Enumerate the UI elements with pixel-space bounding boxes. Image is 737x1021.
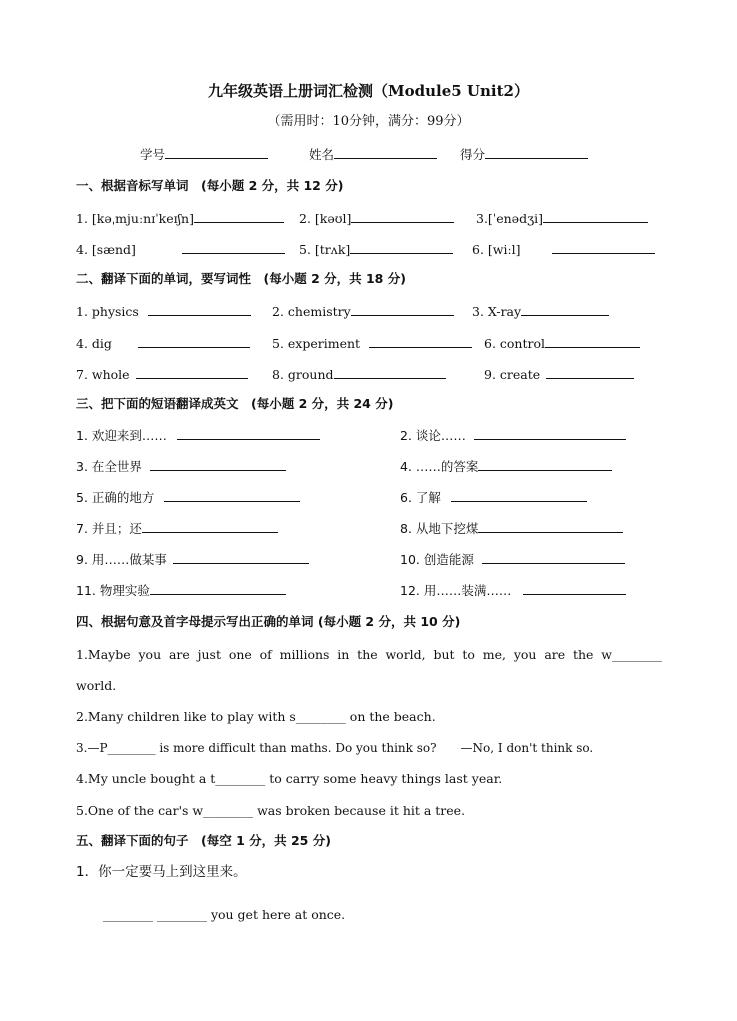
s2-item-2: 2. chemistry xyxy=(272,303,454,320)
section2-heading: 二、翻译下面的单词，要写词性 (每小题 2 分，共 18 分) xyxy=(76,271,406,286)
name-blank[interactable] xyxy=(334,146,437,159)
s2-item-9: 9. create xyxy=(484,366,634,383)
answer-blank[interactable] xyxy=(543,210,648,223)
answer-blank[interactable] xyxy=(546,366,634,379)
section1-heading: 一、根据音标写单词 (每小题 2 分，共 12 分) xyxy=(76,178,344,193)
answer-blank[interactable] xyxy=(482,551,625,564)
s3-item-4: 4. ……的答案 xyxy=(400,458,612,475)
answer-blank[interactable] xyxy=(177,427,320,440)
answer-blank[interactable] xyxy=(552,241,655,254)
s2-item-5: 5. experiment xyxy=(272,335,472,352)
section4-heading: 四、根据句意及首字母提示写出正确的单词 (每小题 2 分，共 10 分) xyxy=(76,614,461,629)
answer-blank[interactable] xyxy=(164,489,300,502)
answer-blank[interactable] xyxy=(138,335,250,348)
s2-item-6: 6. control xyxy=(484,335,640,352)
s5-question-1-answer: ________ ________ you get here at once. xyxy=(103,907,346,922)
s3-item-11: 11. 物理实验 xyxy=(76,582,286,599)
s3-item-3: 3. 在全世界 xyxy=(76,458,286,475)
score-label: 得分 xyxy=(460,146,588,163)
s1-item-5: 5. [trʌk] xyxy=(299,241,453,258)
answer-blank[interactable] xyxy=(182,241,285,254)
s3-item-2: 2. 谈论…… xyxy=(400,427,626,444)
answer-blank[interactable] xyxy=(523,582,626,595)
answer-blank[interactable] xyxy=(136,366,248,379)
answer-blank[interactable] xyxy=(351,303,454,316)
s1-item-2: 2. [kəʊl] xyxy=(299,210,454,227)
s2-item-3: 3. X-ray xyxy=(472,303,609,320)
s4-question-1-line1: 1.Maybe you are just one of millions in the world, but to me, you are the w________ xyxy=(76,647,662,662)
answer-blank[interactable] xyxy=(545,335,640,348)
page-title: 九年级英语上册词汇检测（Module5 Unit2） xyxy=(208,82,529,100)
answer-blank[interactable] xyxy=(478,458,612,471)
s4-question-2: 2.Many children like to play with s________ on the beach. xyxy=(76,709,436,724)
answer-blank[interactable] xyxy=(142,520,278,533)
student-no-blank[interactable] xyxy=(165,146,268,159)
s3-item-5: 5. 正确的地方 xyxy=(76,489,300,506)
s2-item-7: 7. whole xyxy=(76,366,248,383)
s1-item-6: 6. [wiːl] xyxy=(472,241,655,258)
answer-blank[interactable] xyxy=(194,210,284,223)
score-blank[interactable] xyxy=(485,146,588,159)
answer-blank[interactable] xyxy=(148,303,251,316)
page-subtitle: （需用时：10分钟，满分：99分） xyxy=(267,114,470,129)
s1-item-4: 4. [sænd] xyxy=(76,241,285,258)
section5-heading: 五、翻译下面的句子 (每空 1 分，共 25 分) xyxy=(76,833,331,848)
answer-blank[interactable] xyxy=(173,551,309,564)
s4-question-5: 5.One of the car's w________ was broken because it hit a tree. xyxy=(76,803,466,818)
s2-item-4: 4. dig xyxy=(76,335,250,352)
s3-item-7: 7. 并且；还 xyxy=(76,520,278,537)
s5-question-1: 1．你一定要马上到这里来。 xyxy=(76,864,247,880)
s1-item-1: 1. [kəˌmjuːnɪˈkeɪʃn] xyxy=(76,210,284,227)
s3-item-10: 10. 创造能源 xyxy=(400,551,625,568)
answer-blank[interactable] xyxy=(478,520,623,533)
s3-item-9: 9. 用……做某事 xyxy=(76,551,309,568)
s3-item-1: 1. 欢迎来到…… xyxy=(76,427,320,444)
s2-item-1: 1. physics xyxy=(76,303,251,320)
name-label: 姓名 xyxy=(309,146,437,163)
answer-blank[interactable] xyxy=(350,241,453,254)
s3-item-12: 12. 用……装满…… xyxy=(400,582,626,599)
answer-blank[interactable] xyxy=(150,582,286,595)
answer-blank[interactable] xyxy=(521,303,609,316)
answer-blank[interactable] xyxy=(451,489,587,502)
s1-item-3: 3.[ˈenədʒi] xyxy=(476,210,648,227)
s2-item-8: 8. ground xyxy=(272,366,446,383)
answer-blank[interactable] xyxy=(150,458,286,471)
answer-blank[interactable] xyxy=(369,335,472,348)
answer-blank[interactable] xyxy=(334,366,446,379)
s4-question-3: 3.—P________ is more difficult than maths. Do you think so? —No, I don't think so. xyxy=(76,741,594,755)
s3-item-8: 8. 从地下挖煤 xyxy=(400,520,623,537)
s4-question-1-line2: world. xyxy=(76,678,117,693)
student-no-label: 学号 xyxy=(140,146,268,163)
answer-blank[interactable] xyxy=(474,427,626,440)
s4-question-4: 4.My uncle bought a t________ to carry some heavy things last year. xyxy=(76,771,503,786)
section3-heading: 三、把下面的短语翻译成英文 (每小题 2 分，共 24 分) xyxy=(76,396,394,411)
s3-item-6: 6. 了解 xyxy=(400,489,587,506)
answer-blank[interactable] xyxy=(351,210,454,223)
